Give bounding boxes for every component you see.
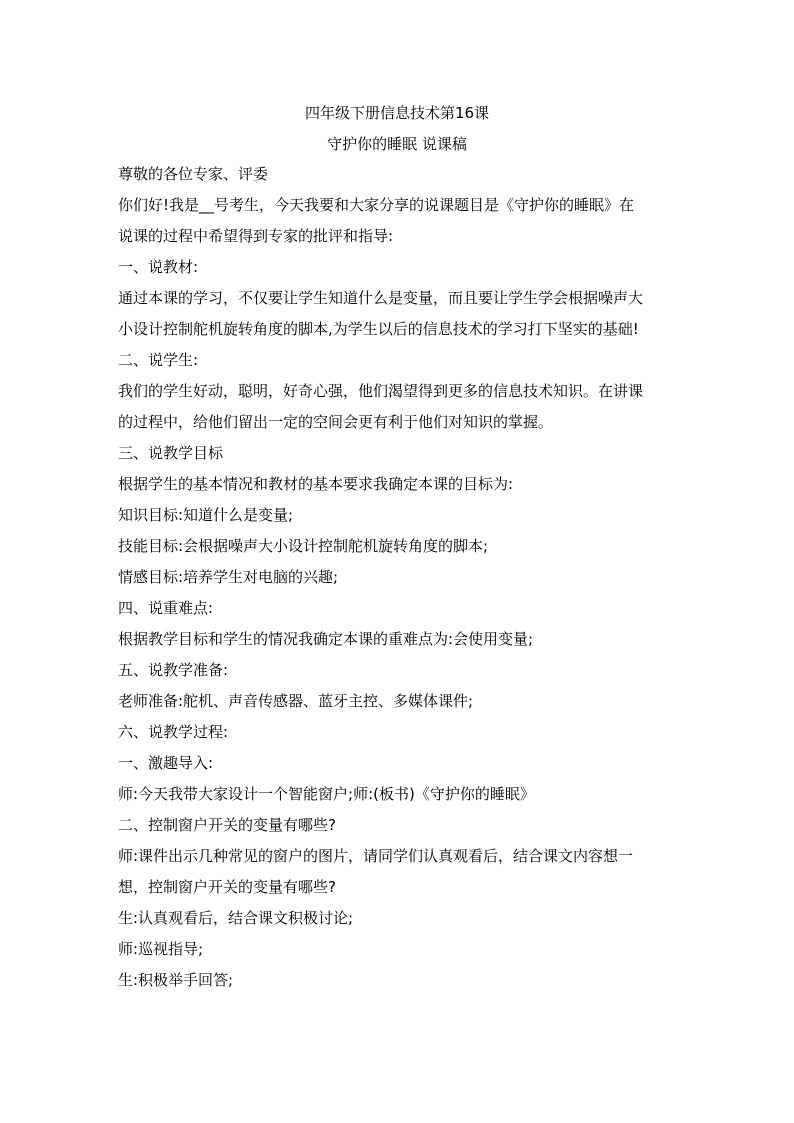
body-line-goals: 根据学生的基本情况和教材的基本要求我确定本课的目标为: xyxy=(118,475,514,493)
document-subtitle: 守护你的睡眠 说课稿 xyxy=(327,135,467,153)
section-heading-key-points: 四、说重难点: xyxy=(118,599,214,617)
body-line-teacher-guide: 师:巡视指导; xyxy=(118,940,204,958)
section-heading-process: 六、说教学过程: xyxy=(118,723,229,741)
body-line-students-cont: 的过程中，给他们留出一定的空间会更有利于他们对知识的掌握。 xyxy=(118,413,554,431)
goal-emotion: 情感目标:培养学生对电脑的兴趣; xyxy=(118,568,339,586)
goal-skill: 技能目标:会根据噪声大小设计控制舵机旋转角度的脚本; xyxy=(118,537,489,555)
section-heading-textbook: 一、说教材: xyxy=(118,258,199,276)
subheading-variables: 二、控制窗户开关的变量有哪些? xyxy=(118,816,336,834)
body-line-teacher-intro: 师:今天我带大家设计一个智能窗户;师:(板书)《守护你的睡眠》 xyxy=(118,785,535,803)
subheading-intro: 一、激趣导入: xyxy=(118,754,214,772)
body-line-intro: 你们好!我是__号考生，今天我要和大家分享的说课题目是《守护你的睡眠》在 xyxy=(118,196,635,214)
body-line-teacher-slides-cont: 想，控制窗户开关的变量有哪些? xyxy=(118,878,336,896)
body-line-intro-cont: 说课的过程中希望得到专家的批评和指导: xyxy=(118,227,394,245)
body-line-key-points: 根据教学目标和学生的情况我确定本课的重难点为:会使用变量; xyxy=(118,630,534,648)
document-body xyxy=(118,159,678,996)
body-line-greeting: 尊敬的各位专家、评委 xyxy=(118,165,269,183)
body-line-student-discuss: 生:认真观看后，结合课文积极讨论; xyxy=(118,909,354,927)
body-line-teacher-slides: 师:课件出示几种常见的窗户的图片，请同学们认真观看后，结合课文内容想一 xyxy=(118,847,634,865)
body-line-student-answer: 生:积极举手回答; xyxy=(118,971,234,989)
body-line-students: 我们的学生好动，聪明，好奇心强，他们渴望得到更多的信息技术知识。在讲课 xyxy=(118,382,644,400)
section-heading-students: 二、说学生: xyxy=(118,351,199,369)
body-line-textbook: 通过本课的学习，不仅要让学生知道什么是变量，而且要让学生学会根据噪声大 xyxy=(118,289,644,307)
goal-knowledge: 知识目标:知道什么是变量; xyxy=(118,506,294,524)
body-line-preparation: 老师准备:舵机、声音传感器、蓝牙主控、多媒体课件; xyxy=(118,692,474,710)
body-line-textbook-cont: 小设计控制舵机旋转角度的脚本,为学生以后的信息技术的学习打下坚实的基础! xyxy=(118,320,639,338)
section-heading-goals: 三、说教学目标 xyxy=(118,444,224,462)
document-title: 四年级下册信息技术第16课 xyxy=(304,104,490,122)
section-heading-preparation: 五、说教学准备: xyxy=(118,661,229,679)
